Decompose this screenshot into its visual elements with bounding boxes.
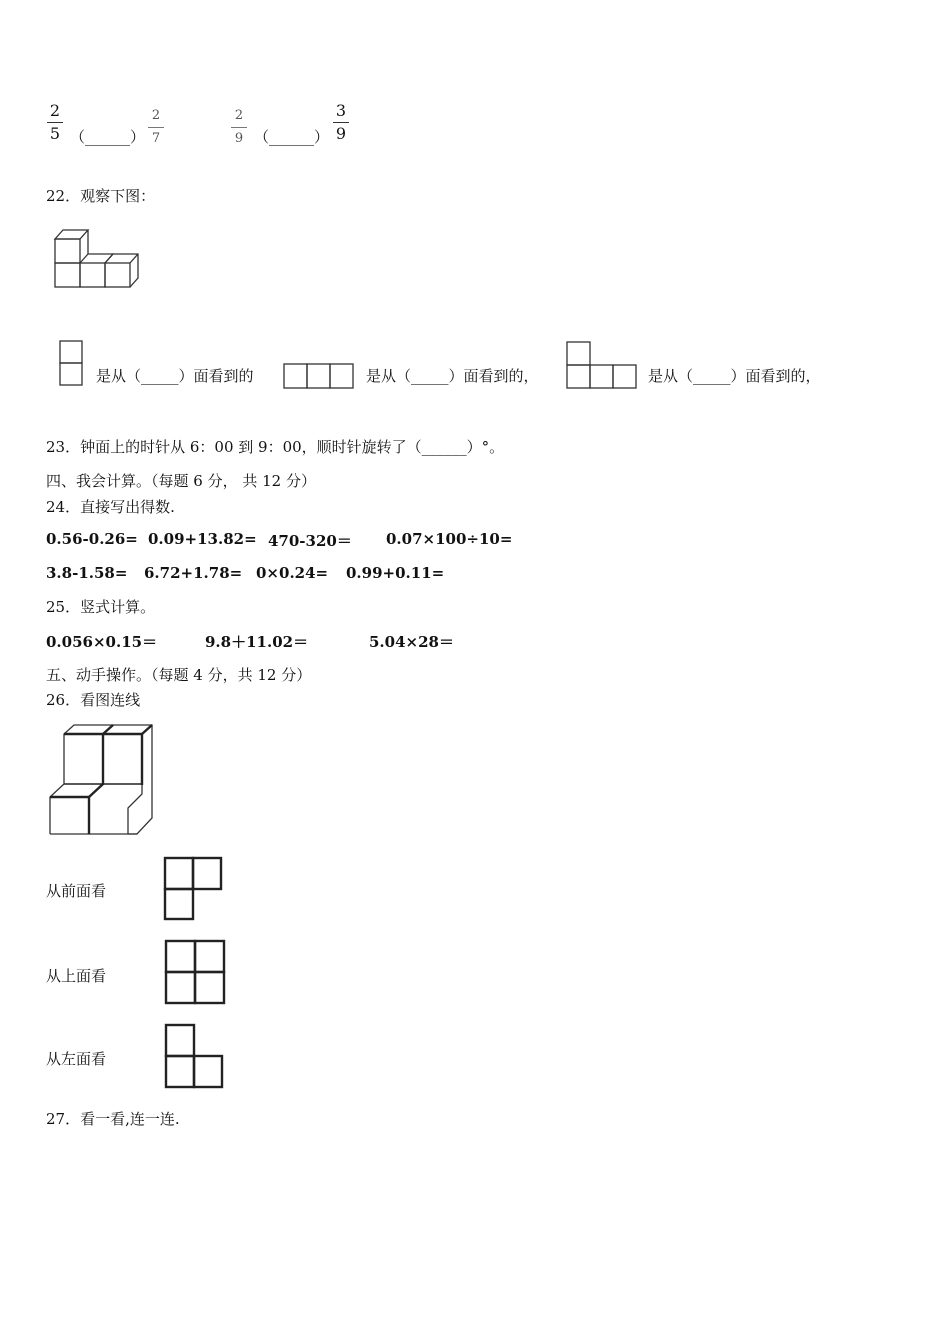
- calc-item: 9.8＋11.02＝: [205, 633, 309, 651]
- calc-item: 3.8-1.58=: [46, 564, 128, 582]
- view-vertical-two-squares: [58, 340, 84, 388]
- numerator: 3: [335, 101, 347, 120]
- calc-item: 5.04×28＝: [369, 633, 454, 651]
- numerator: 2: [151, 108, 161, 123]
- calc-item: 0.09+13.82=: [148, 530, 257, 548]
- calc-item: 0.07×100÷10=: [386, 530, 513, 548]
- numerator: 2: [234, 108, 244, 123]
- fraction-2-9: [231, 107, 247, 148]
- view-option-2[interactable]: [164, 939, 228, 1007]
- fraction-2-5: [47, 102, 63, 143]
- view-l-shape: [565, 340, 639, 392]
- q25-title: 25．竖式计算。: [46, 598, 156, 616]
- calc-item: 0.056×0.15＝: [46, 633, 158, 651]
- q26-title: 26．看图连线: [46, 691, 141, 709]
- view-label-front[interactable]: 从前面看: [46, 882, 107, 900]
- q23-text: 23．钟面上的时针从 6：00 到 9：00，顺时针旋转了（______）°。: [46, 438, 505, 456]
- q27-title: 27．看一看,连一连.: [46, 1110, 180, 1128]
- view-three-in-row: [282, 362, 356, 392]
- calc-item: 6.72+1.78=: [144, 564, 243, 582]
- q24-title: 24．直接写出得数.: [46, 498, 175, 516]
- section-4-title: 四、我会计算。（每题 6 分， 共 12 分）: [46, 472, 316, 490]
- section-5-title: 五、动手操作。（每题 4 分，共 12 分）: [46, 666, 312, 684]
- view-label-top[interactable]: 从上面看: [46, 967, 107, 985]
- denominator: 9: [335, 124, 347, 143]
- calc-item: 0×0.24=: [256, 564, 329, 582]
- denominator: 7: [151, 131, 161, 146]
- fraction-3-9: [333, 102, 349, 143]
- denominator: 9: [234, 131, 244, 146]
- q22-answer-1[interactable]: 是从（_____）面看到的: [96, 367, 254, 385]
- q22-title: 22．观察下图：: [46, 187, 156, 205]
- q22-answer-3[interactable]: 是从（_____）面看到的，: [648, 367, 821, 385]
- cube-cluster-figure: [50, 222, 140, 292]
- q22-answer-2[interactable]: 是从（_____）面看到的，: [366, 367, 539, 385]
- denominator: 5: [49, 124, 61, 143]
- view-option-3[interactable]: [164, 1023, 226, 1091]
- fraction-2-7: [148, 107, 164, 148]
- calc-item: 470-320＝: [268, 532, 352, 550]
- view-label-left[interactable]: 从左面看: [46, 1050, 107, 1068]
- solid-figure: [44, 722, 159, 840]
- calc-item: 0.99+0.11=: [346, 564, 445, 582]
- numerator: 2: [49, 101, 61, 120]
- calc-item: 0.56-0.26=: [46, 530, 138, 548]
- view-option-1[interactable]: [163, 856, 225, 922]
- compare-blank-1[interactable]: （______）: [70, 128, 146, 146]
- compare-blank-2[interactable]: （______）: [254, 128, 330, 146]
